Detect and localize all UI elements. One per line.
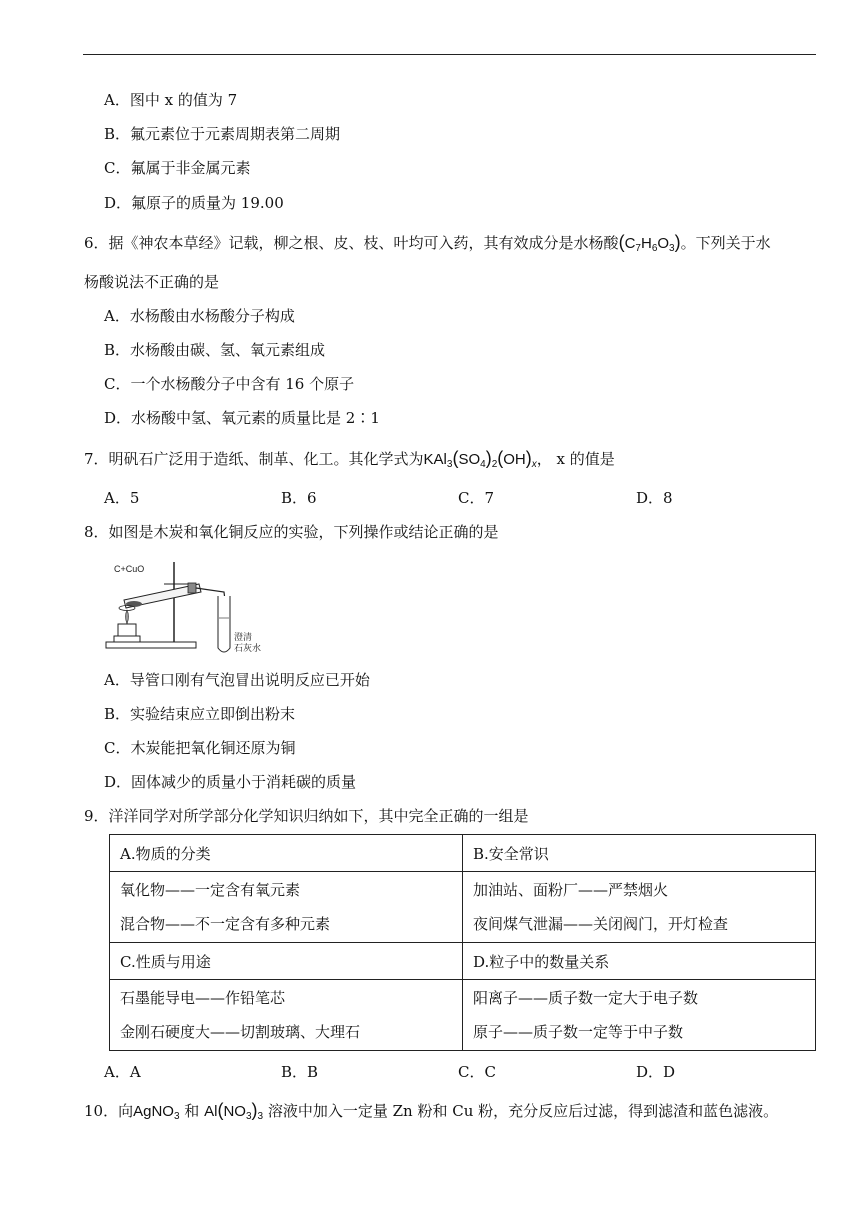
table-text: 阳离子——质子数一定大于电子数: [473, 989, 699, 1007]
q10-stem-tail: 溶液中加入一定量 Zn 粉和 Cu 粉，充分反应后过滤，得到滤渣和蓝色滤液。: [267, 1102, 779, 1120]
q6-option-b[interactable]: B．水杨酸由碳、氢、氧元素组成: [104, 341, 326, 359]
q6-option-a[interactable]: A．水杨酸由水杨酸分子构成: [104, 307, 295, 325]
q7-stem-text: 7．明矾石广泛用于造纸、制革、化工。其化学式为: [84, 450, 424, 468]
q6-stem-text: 6．据《神农本草经》记载，柳之根、皮、枝、叶均可入药，其有效成分是水杨酸: [84, 234, 619, 252]
table-text: 石墨能导电——作铅笔芯: [120, 989, 286, 1007]
q7-formula: $KAl_3(SO_4)_2(OH)_x$: [423, 448, 537, 470]
table-text: 氧化物——一定含有氧元素: [120, 881, 301, 899]
table-text: 原子——质子数一定等于中子数: [473, 1023, 684, 1041]
q5-option-c[interactable]: C．氟属于非金属元素: [104, 159, 251, 177]
q7-stem: [84, 448, 615, 475]
q9-option-b[interactable]: B．B: [281, 1063, 319, 1081]
q7-option-b[interactable]: B．6: [281, 489, 317, 507]
q6-option-d[interactable]: D．水杨酸中氢、氧元素的质量比是 2∶1: [104, 409, 380, 427]
q6-option-c[interactable]: C．一个水杨酸分子中含有 16 个原子: [104, 375, 355, 393]
q9-option-d[interactable]: D．D: [636, 1063, 676, 1081]
q5-option-d[interactable]: D．氟原子的质量为 19.00: [104, 194, 284, 212]
knowledge-table: [109, 834, 816, 1051]
table-text: 混合物——不一定含有多种元素: [120, 915, 331, 933]
q8-option-c[interactable]: C．木炭能把氧化铜还原为铜: [104, 739, 296, 757]
q9-option-c[interactable]: C．C: [458, 1063, 496, 1081]
q8-stem: 8．如图是木炭和氧化铜反应的实验，下列操作或结论正确的是: [84, 523, 499, 541]
table-cell-d-head: D.粒子中的数量关系: [463, 943, 816, 980]
limewater-label-1: 澄清: [234, 632, 253, 642]
table-text: 加油站、面粉厂——严禁烟火: [473, 881, 669, 899]
table-cell-b-body: [463, 872, 816, 943]
q5-option-b[interactable]: B．氟元素位于元素周期表第二周期: [104, 125, 341, 143]
q8-option-a[interactable]: A．导管口刚有气泡冒出说明反应已开始: [104, 671, 370, 689]
header-rule: [83, 54, 816, 55]
table-cell-c-body: [110, 980, 463, 1051]
table-cell-d-body: [463, 980, 816, 1051]
q9-stem: 9．洋洋同学对所学部分化学知识归纳如下，其中完全正确的一组是: [84, 807, 529, 825]
reactant-label: C+CuO: [114, 564, 145, 574]
q5-option-a[interactable]: A．图中 x 的值为 7: [104, 91, 238, 109]
q9-option-a[interactable]: A．A: [104, 1063, 141, 1081]
limewater-label-2: 石灰水: [234, 643, 262, 653]
q7-option-a[interactable]: A．5: [104, 489, 140, 507]
q6-stem: [84, 232, 771, 259]
q6-formula: $(C_7H_6O_3)$: [618, 232, 681, 254]
q6-stem-tail: 。下列关于水: [680, 234, 771, 252]
q7-option-c[interactable]: C．7: [458, 489, 495, 507]
apparatus-figure: [104, 560, 284, 660]
table-cell-a-head: A.物质的分类: [110, 835, 463, 872]
q8-option-b[interactable]: B．实验结束应立即倒出粉末: [104, 705, 296, 723]
table-text: 夜间煤气泄漏——关闭阀门，开灯检查: [473, 915, 729, 933]
table-cell-b-head: B.安全常识: [463, 835, 816, 872]
q10-agno3: AgNO$_3$: [133, 1103, 180, 1122]
q7-option-d[interactable]: D．8: [636, 489, 673, 507]
q10-stem-text: 10．向: [84, 1102, 134, 1120]
q7-stem-tail: ， x 的值是: [536, 450, 615, 468]
q10-stem: [84, 1100, 778, 1127]
q10-and: 和: [184, 1102, 200, 1120]
q8-option-d[interactable]: D．固体减少的质量小于消耗碳的质量: [104, 773, 357, 791]
q10-alno3: $Al(NO_3)_3$: [204, 1100, 264, 1122]
table-cell-a-body: [110, 872, 463, 943]
q6-stem-line2: 杨酸说法不正确的是: [84, 273, 220, 291]
table-cell-c-head: C.性质与用途: [110, 943, 463, 980]
table-text: 金刚石硬度大——切割玻璃、大理石: [120, 1023, 361, 1041]
